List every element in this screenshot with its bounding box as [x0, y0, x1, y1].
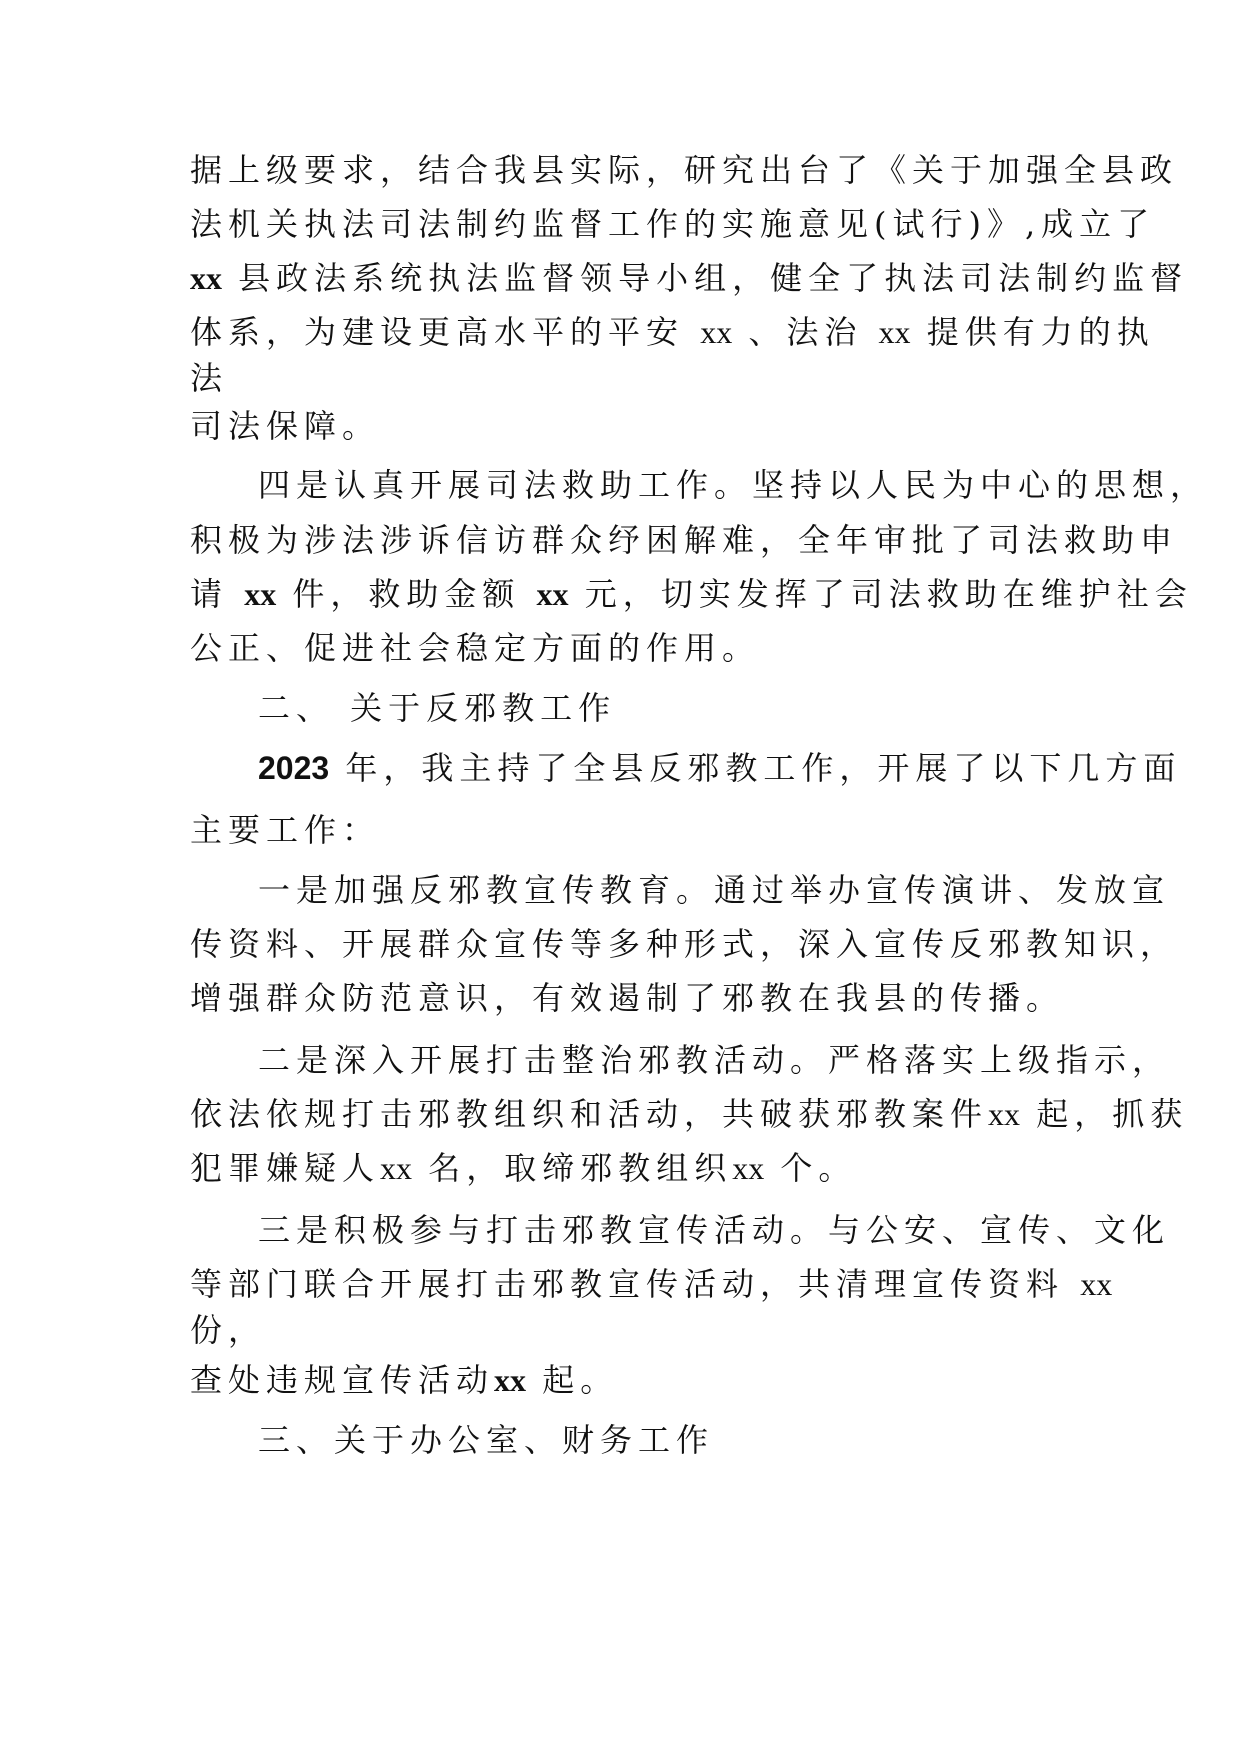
text-line: 2023 年，我主持了全县反邪教工作，开展了以下几方面	[258, 749, 1182, 787]
text-line: 主要工作：	[190, 811, 381, 849]
text-line: 依法依规打击邪教组织和活动，共破获邪教案件xx 起，抓获	[190, 1095, 1189, 1133]
section-heading: 三、关于办公室、财务工作	[258, 1421, 715, 1459]
text-line: 份，	[190, 1311, 267, 1349]
text-line: 体系，为建设更高水平的平安 xx 、法治 xx 提供有力的执	[190, 313, 1155, 351]
text-line: 公正、促进社会稳定方面的作用。	[190, 629, 761, 667]
text-line: 三是积极参与打击邪教宣传活动。与公安、宣传、文化	[258, 1211, 1171, 1249]
text-line: 法机关执法司法制约监督工作的实施意见(试行)》,成立了	[190, 205, 1156, 243]
text-line: 传资料、开展群众宣传等多种形式，深入宣传反邪教知识，	[190, 925, 1179, 963]
text-line: 查处违规宣传活动xx 起。	[190, 1361, 619, 1399]
text-line: 积极为涉法涉诉信访群众纾困解难，全年审批了司法救助申	[190, 521, 1179, 559]
text-line: 法	[190, 359, 229, 397]
text-line: xx 县政法系统执法监督领导小组，健全了执法司法制约监督	[190, 259, 1189, 297]
text-line: 增强群众防范意识，有效遏制了邪教在我县的传播。	[190, 979, 1065, 1017]
section-heading: 二、 关于反邪教工作	[258, 689, 617, 727]
text-line: 司法保障。	[190, 407, 381, 445]
text-line: 等部门联合开展打击邪教宣传活动，共清理宣传资料 xx	[190, 1265, 1113, 1303]
text-line: 一是加强反邪教宣传教育。通过举办宣传演讲、发放宣	[258, 871, 1171, 909]
text-line: 四是认真开展司法救助工作。坚持以人民为中心的思想，	[258, 466, 1209, 504]
text-line: 据上级要求，结合我县实际，研究出台了《关于加强全县政	[190, 151, 1179, 189]
text-line: 二是深入开展打击整治邪教活动。严格落实上级指示，	[258, 1041, 1171, 1079]
text-line: 请 xx 件，救助金额 xx 元，切实发挥了司法救助在维护社会	[190, 575, 1193, 613]
text-line: 犯罪嫌疑人xx 名，取缔邪教组织xx 个。	[190, 1149, 857, 1187]
